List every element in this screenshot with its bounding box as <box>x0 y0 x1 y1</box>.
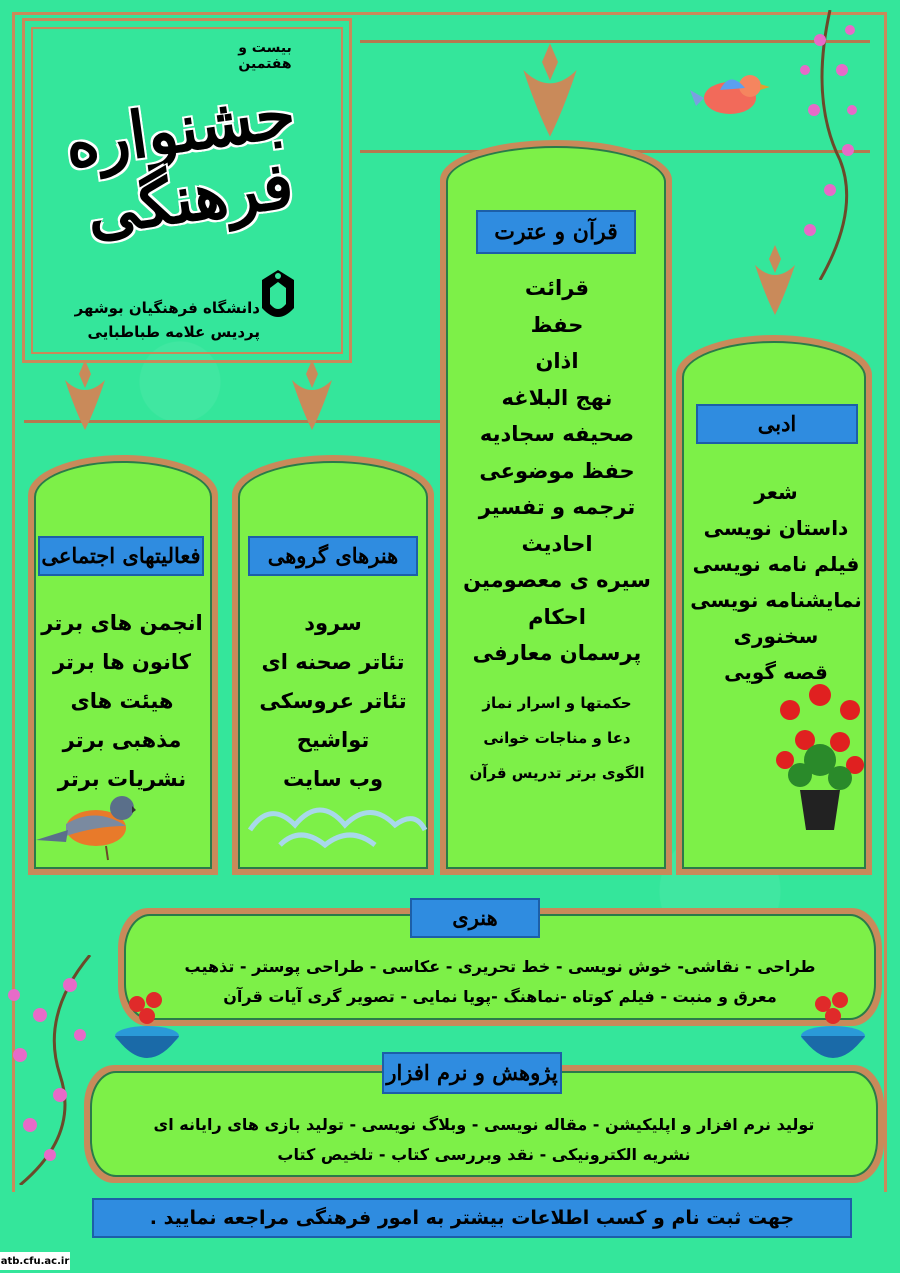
flower-branch-icon <box>790 10 870 280</box>
list-item: مذهبی برتر <box>62 728 182 752</box>
university-line-1: دانشگاه فرهنگیان بوشهر <box>74 299 260 317</box>
list-item: داستان نویسی <box>703 516 849 540</box>
list-item: وب سایت <box>282 767 384 791</box>
list-item: تئاتر عروسکی <box>259 689 407 713</box>
crest-ornament-icon <box>745 245 805 315</box>
flower-bowl-icon <box>112 990 182 1070</box>
list-quran <box>452 270 662 672</box>
list-item: صحیفه سجادیه <box>479 422 635 446</box>
list-social <box>36 604 208 799</box>
research-line-2: نشریه الکترونیکی - نقد وبررسی کتاب - تلخیص کتاب <box>277 1144 691 1164</box>
university-line-2: پردیس علامه طباطبایی <box>87 323 260 341</box>
list-item: احکام <box>528 604 586 629</box>
heading-literary: ادبی <box>696 404 858 444</box>
list-item: اذان <box>535 349 579 373</box>
list-item: ترجمه و تفسیر <box>478 495 636 519</box>
list-item: حفظ موضوعی <box>479 458 635 483</box>
list-item: تواشیح <box>296 728 370 752</box>
list-item: سخنوری <box>733 624 819 648</box>
list-item: قصه گویی <box>724 660 828 684</box>
art-categories <box>126 952 874 1011</box>
list-group-arts <box>244 604 422 799</box>
heading-quran: قرآن و عترت <box>476 210 636 254</box>
research-line-1: تولید نرم افزار و اپلیکیشن - مقاله نویسی - وبلاگ نویسی - تولید بازی های رایانه ای <box>153 1115 815 1134</box>
list-item: احادیث <box>521 531 593 556</box>
registration-note: جهت ثبت نام و کسب اطلاعات بیشتر به امور فرهنگی مراجعه نمایید . <box>92 1198 852 1238</box>
list-quran-small <box>452 686 662 791</box>
list-item: دعا و مناجات خوانی <box>483 729 631 747</box>
flower-pot-icon <box>770 680 870 840</box>
bird-icon <box>690 60 780 130</box>
list-item: الگوی برتر تدریس قرآن <box>469 764 645 782</box>
list-item: فیلم نامه نویسی <box>692 552 860 576</box>
frame-line <box>884 12 887 1192</box>
list-item: انجمن های برتر <box>41 611 203 635</box>
bird-icon <box>36 786 136 862</box>
list-item: حفظ <box>530 312 584 337</box>
list-item: حکمتها و اسرار نماز <box>482 694 632 712</box>
list-item: تئاتر صحنه ای <box>261 650 405 674</box>
research-categories <box>96 1110 872 1169</box>
list-item: قرائت <box>524 276 590 300</box>
list-item: پرسمان معارفی <box>472 641 642 665</box>
crest-ornament-icon <box>282 360 342 430</box>
list-literary <box>688 474 864 690</box>
art-line-1: طراحی - نقاشی- خوش نویسی - خط تحریری - عکاسی - طراحی پوستر - تذهیب <box>184 957 816 976</box>
list-item: کانون ها برتر <box>52 650 192 674</box>
edition-label: بیست و هفتمین <box>238 40 292 72</box>
list-item: سیره ی معصومین <box>463 568 651 592</box>
heading-group-arts: هنرهای گروهی <box>248 536 418 576</box>
flower-bowl-icon <box>798 990 868 1070</box>
list-item: سرود <box>304 611 362 635</box>
heading-art: هنری <box>410 898 540 938</box>
heading-research: پژوهش و نرم افزار <box>382 1052 562 1094</box>
list-item: نهج البلاغه <box>501 385 613 410</box>
list-item: شعر <box>754 480 798 504</box>
heading-social: فعالیتهای اجتماعی <box>38 536 204 576</box>
art-line-2: معرق و منبت - فیلم کوتاه -نماهنگ -پویا نمایی - تصویر گری آیات قرآن <box>223 986 777 1006</box>
university-logo-icon <box>258 268 298 328</box>
list-item: هیئت های <box>70 689 174 713</box>
university-name <box>50 296 260 344</box>
list-item: نشریات برتر <box>57 767 187 791</box>
festival-title: جشنواره فرهنگی <box>60 76 300 251</box>
site-url: atb.cfu.ac.ir <box>0 1252 70 1270</box>
frame-line <box>12 12 887 15</box>
cloud-ornament-icon <box>240 790 430 860</box>
crest-ornament-icon <box>55 360 115 430</box>
list-item: نمایشنامه نویسی <box>690 588 862 612</box>
crest-ornament-icon <box>510 40 590 140</box>
